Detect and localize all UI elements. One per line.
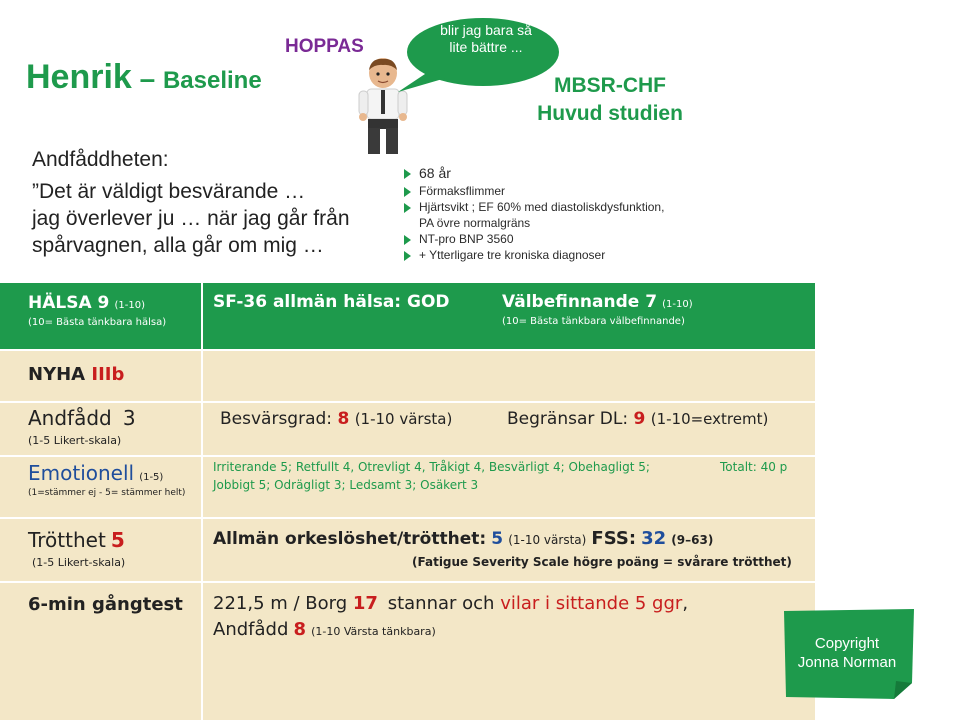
besvarsgrad-cell	[220, 409, 452, 429]
hoppas-label: HOPPAS	[285, 36, 364, 57]
patient-age: 68 år	[419, 165, 451, 181]
trotthet-cell	[28, 528, 125, 569]
walk2-value: 8	[293, 619, 306, 640]
begransar-note: (1-10=extremt)	[650, 410, 769, 428]
emotionell-label: Emotionell	[28, 461, 135, 485]
fss-note: (Fatigue Severity Scale högre poäng = svårare trötthet)	[412, 555, 792, 569]
valbefinnande-cell	[502, 292, 693, 327]
andfadd-value: 3	[122, 406, 136, 430]
patient-list	[404, 165, 664, 264]
trotthet-value: 5	[110, 528, 125, 552]
page-title	[26, 58, 262, 97]
orkeslos-note: (1-10 värsta)	[508, 533, 587, 547]
besvarsgrad-note: (1-10 värsta)	[354, 410, 453, 428]
quote-heading: Andfåddheten:	[32, 148, 169, 171]
walk-stannar: stannar och	[387, 593, 495, 614]
assessment-table	[0, 283, 815, 720]
walk-line1	[213, 593, 688, 614]
quote-block	[32, 148, 350, 259]
halsa-scale: (1-10)	[114, 300, 145, 311]
triangle-bullet-icon	[404, 235, 411, 245]
title-name: Henrik	[26, 58, 132, 96]
sf36-cell: SF-36 allmän hälsa: GOD	[213, 292, 450, 312]
patient-age-item	[404, 165, 664, 184]
triangle-bullet-icon	[404, 169, 411, 179]
walk-borg: 17	[352, 593, 378, 614]
emotion-total: Totalt: 40 p	[720, 460, 788, 474]
trotthet-label: Trötthet	[28, 528, 106, 552]
quote-line3: spårvagnen, alla går om mig …	[32, 234, 324, 257]
besvarsgrad-label: Besvärsgrad:	[220, 409, 333, 429]
emotionell-note: (1=stämmer ej - 5= stämmer helt)	[28, 488, 186, 498]
valbefinnande-note: (10= Bästa tänkbara välbefinnande)	[502, 316, 685, 327]
triangle-bullet-icon	[404, 203, 411, 213]
walk2-note: (1-10 Värsta tänkbara)	[311, 625, 436, 638]
emotionell-scale: (1-5)	[139, 472, 164, 483]
walk-comma: ,	[682, 593, 689, 614]
trotthet-note: (1-5 Likert-skala)	[32, 556, 126, 569]
list-item: Hjärtsvikt ; EF 60% med diastoliskdysfunktion,	[404, 200, 664, 216]
nyha-label: NYHA	[28, 364, 86, 385]
walk-vilar: vilar i sittande 5 ggr	[500, 593, 683, 614]
fss-value: 32	[641, 528, 667, 549]
begransar-value: 9	[633, 409, 646, 429]
emotion-line1: Irriterande 5; Retfullt 4, Otrevligt 4, Tråkigt 4, Besvärligt 4; Obehagligt 5;	[213, 460, 650, 474]
orkeslos-value: 5	[491, 529, 504, 549]
halsa-note: (10= Bästa tänkbara hälsa)	[28, 317, 167, 328]
begransar-label: Begränsar DL:	[507, 409, 629, 429]
bubble-text: blir jag bara så lite bättre ...	[440, 22, 532, 55]
quote-line1: ”Det är väldigt besvärande …	[32, 180, 306, 203]
column-divider	[201, 283, 203, 720]
orkeslos-cell	[213, 528, 713, 549]
list-item: NT-pro BNP 3560	[404, 232, 664, 248]
study-line2: Huvud studien	[537, 102, 683, 125]
begransar-cell	[507, 409, 768, 429]
nyha-cell	[28, 364, 124, 385]
besvarsgrad-value: 8	[337, 409, 350, 429]
walk-distance: 221,5 m / Borg	[213, 593, 348, 614]
study-line1: MBSR-CHF	[554, 74, 666, 97]
title-dash: –	[131, 63, 163, 94]
triangle-bullet-icon	[404, 251, 411, 261]
list-item: + Ytterligare tre kroniska diagnoser	[404, 248, 664, 264]
andfadd-note: (1-5 Likert-skala)	[28, 434, 122, 447]
halsa-label: HÄLSA 9	[28, 293, 110, 313]
walk-line2	[213, 619, 436, 640]
triangle-bullet-icon	[404, 187, 411, 197]
emotionell-cell	[28, 461, 185, 498]
list-item: PA övre normalgräns	[419, 216, 531, 230]
study-label	[520, 72, 700, 128]
valbefinnande-scale: (1-10)	[662, 299, 693, 310]
emotion-line2: Jobbigt 5; Odrägligt 3; Ledsamt 3; Osäkert 3	[213, 478, 479, 492]
copyright-line1: Copyright	[814, 635, 880, 652]
fss-range: (9–63)	[671, 533, 714, 547]
halsa-cell	[28, 293, 166, 328]
nyha-value: IIIb	[91, 364, 125, 385]
copyright-line2: Jonna Norman	[797, 654, 897, 671]
copyright-text	[786, 634, 908, 672]
title-sub: Baseline	[162, 67, 262, 94]
fss-label: FSS:	[591, 528, 637, 549]
walk2-label: Andfådd	[213, 619, 289, 640]
orkeslos-label: Allmän orkeslöshet/trötthet:	[213, 529, 487, 549]
quote-line2: jag överlever ju … när jag går från	[32, 207, 350, 230]
andfadd-cell	[28, 406, 136, 447]
gangtest-cell: 6-min gångtest	[28, 594, 183, 615]
andfadd-label: Andfådd	[28, 406, 112, 430]
list-item: Förmaksflimmer	[404, 184, 664, 200]
valbefinnande-label: Välbefinnande 7	[502, 292, 658, 312]
